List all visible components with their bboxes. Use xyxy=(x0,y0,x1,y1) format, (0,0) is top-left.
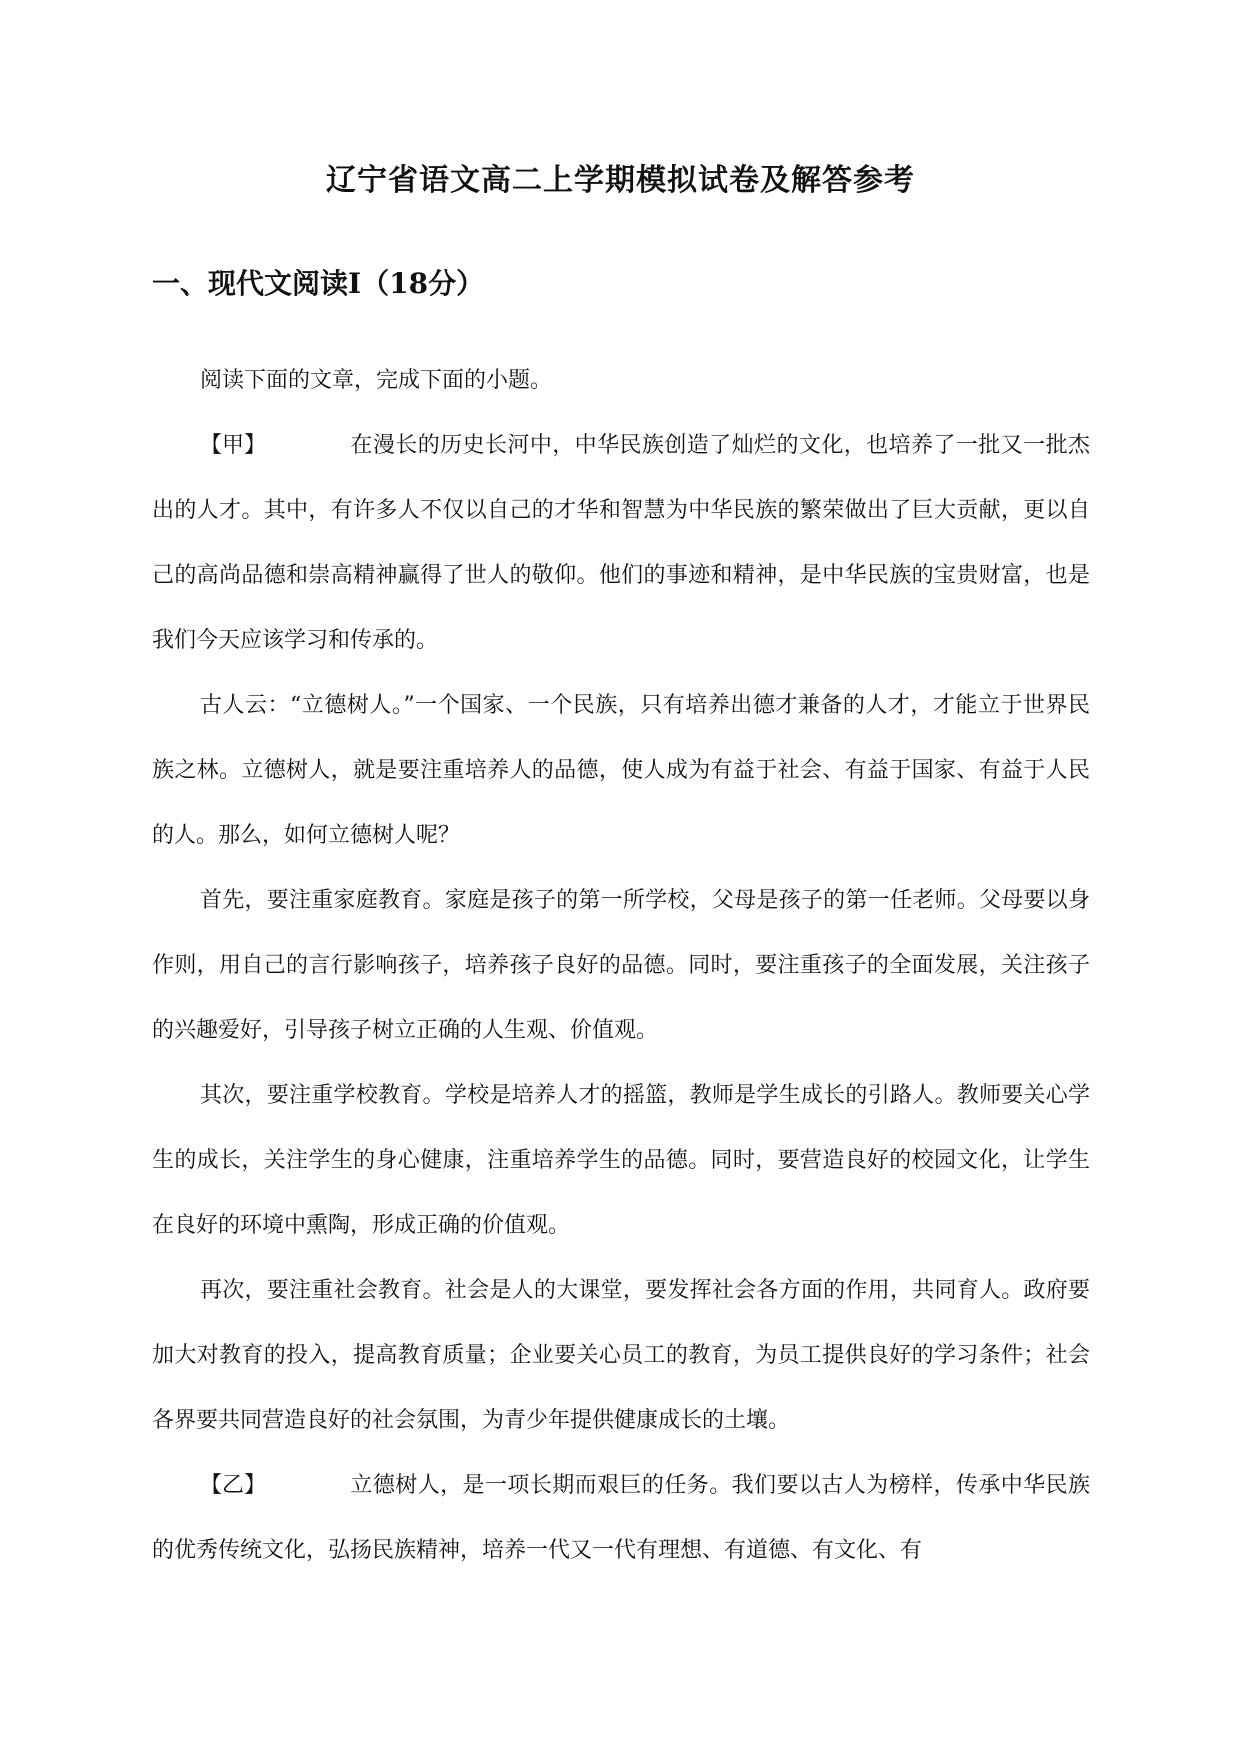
passage-yi-paragraph xyxy=(152,1453,1090,1583)
yi-marker: 【乙】 xyxy=(200,1473,267,1498)
passage-paragraph-5: 再次，要注重社会教育。社会是人的大课堂，要发挥社会各方面的作用，共同育人。政府要加大对教育的投入，提高教育质量；企业要关心员工的教育，为员工提供良好的学习条件；社会各界要共同营造良好的社会氛围，为青少年提供健康成长的土壤。 xyxy=(152,1278,1090,1433)
passage-paragraph-3: 首先，要注重家庭教育。家庭是孩子的第一所学校，父母是孩子的第一任老师。父母要以身作则，用自己的言行影响孩子，培养孩子良好的品德。同时，要注重孩子的全面发展，关注孩子的兴趣爱好，引导孩子树立正确的人生观、价值观。 xyxy=(152,888,1090,1043)
passage-body xyxy=(152,348,1090,1583)
passage-paragraph-2: 古人云：“立德树人。”一个国家、一个民族，只有培养出德才兼备的人才，才能立于世界民族之林。立德树人，就是要注重培养人的品德，使人成为有益于社会、有益于国家、有益于人民的人。那么，如何立德树人呢？ xyxy=(152,693,1090,848)
jia-marker: 【甲】 xyxy=(200,433,267,458)
document-title: 辽宁省语文高二上学期模拟试卷及解答参考 xyxy=(326,163,915,198)
passage-paragraph-4: 其次，要注重学校教育。学校是培养人才的摇篮，教师是学生成长的引路人。教师要关心学生的成长，关注学生的身心健康，注重培养学生的品德。同时，要营造良好的校园文化，让学生在良好的环境中熏陶，形成正确的价值观。 xyxy=(152,1083,1090,1238)
section-heading: 一、现代文阅读Ⅰ（18分） xyxy=(152,267,485,300)
instruction-paragraph: 阅读下面的文章，完成下面的小题。 xyxy=(200,368,553,393)
jia-text: 在漫长的历史长河中，中华民族创造了灿烂的文化，也培养了一批又一批杰出的人才。其中，有许多人不仅以自己的才华和智慧为中华民族的繁荣做出了巨大贡献，更以自己的高尚品德和崇高精神赢得了世人的敬仰。他们的事迹和精神，是中华民族的宝贵财富，也是我们今天应该学习和传承的。 xyxy=(152,433,1090,653)
passage-jia-paragraph xyxy=(152,413,1090,673)
yi-text: 立德树人，是一项长期而艰巨的任务。我们要以古人为榜样，传承中华民族的优秀传统文化，弘扬民族精神，培养一代又一代有理想、有道德、有文化、有 xyxy=(152,1473,1090,1563)
